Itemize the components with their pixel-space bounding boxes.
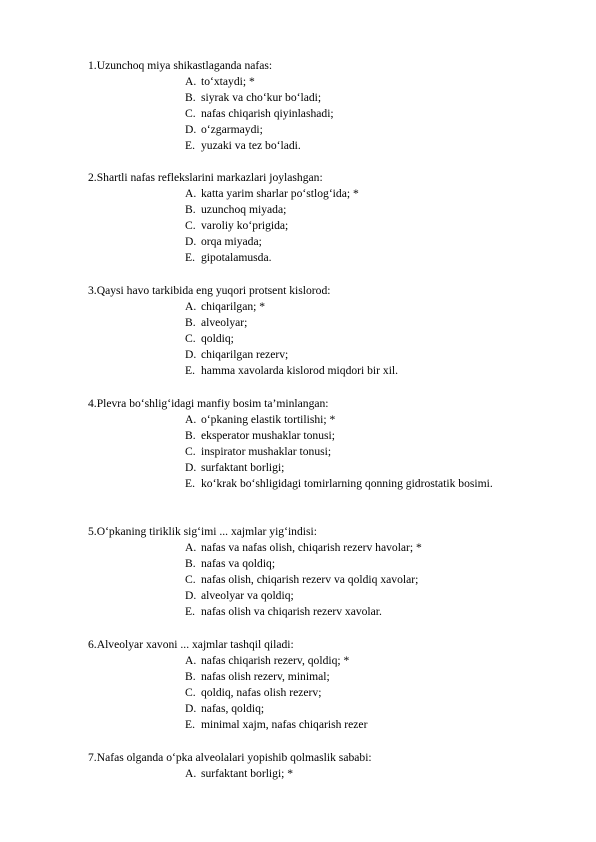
- option-a: [88, 766, 568, 782]
- option-text: ko‘krak bo‘shligidagi tomirlarning qonning gidrostatik bosimi.: [201, 477, 493, 490]
- option-b: [88, 315, 568, 331]
- option-text: yuzaki va tez bo‘ladi.: [201, 139, 301, 152]
- question-7: [88, 750, 568, 782]
- option-e: [88, 476, 568, 492]
- option-text: o‘zgarmaydi;: [201, 123, 263, 136]
- option-text: katta yarim sharlar po‘stlog‘ida; *: [201, 187, 359, 200]
- option-text: nafas chiqarish rezerv, qoldiq; *: [201, 654, 350, 667]
- question-text: 6.Alveolyar xavoni ... xajmlar tashqil qiladi:: [88, 638, 294, 651]
- option-text: siyrak va cho‘kur bo‘ladi;: [201, 91, 322, 104]
- option-text: nafas olish, chiqarish rezerv va qoldiq xavolar;: [201, 573, 419, 586]
- option-e: [88, 717, 568, 733]
- option-c: [88, 572, 568, 588]
- option-letter: D.: [185, 702, 197, 715]
- option-c: [88, 106, 568, 122]
- option-d: [88, 347, 568, 363]
- option-a: [88, 186, 568, 202]
- option-letter: B.: [185, 316, 196, 329]
- option-b: [88, 556, 568, 572]
- option-b: [88, 202, 568, 218]
- option-letter: E.: [185, 139, 195, 152]
- option-letter: D.: [185, 589, 197, 602]
- option-text: uzunchoq miyada;: [201, 203, 287, 216]
- option-a: [88, 74, 568, 90]
- option-text: nafas olish va chiqarish rezerv xavolar.: [201, 605, 382, 618]
- option-text: nafas chiqarish qiyinlashadi;: [201, 107, 334, 120]
- option-text: gipotalamusda.: [201, 251, 272, 264]
- option-text: o‘pkaning elastik tortilishi; *: [201, 413, 336, 426]
- option-e: [88, 250, 568, 266]
- option-text: varoliy ko‘prigida;: [201, 219, 289, 232]
- option-text: qoldiq;: [201, 332, 234, 345]
- option-letter: E.: [185, 718, 195, 731]
- option-a: [88, 540, 568, 556]
- option-letter: D.: [185, 123, 197, 136]
- option-letter: C.: [185, 686, 196, 699]
- option-d: [88, 701, 568, 717]
- option-letter: C.: [185, 445, 196, 458]
- option-text: nafas olish rezerv, minimal;: [201, 670, 330, 683]
- option-letter: B.: [185, 203, 196, 216]
- option-text: to‘xtaydi; *: [201, 75, 255, 88]
- option-letter: A.: [185, 75, 197, 88]
- question-text: 5.O‘pkaning tiriklik sig‘imi ... xajmlar yig‘indisi:: [88, 525, 317, 538]
- option-text: qoldiq, nafas olish rezerv;: [201, 686, 322, 699]
- option-c: [88, 218, 568, 234]
- option-a: [88, 412, 568, 428]
- option-text: hamma xavolarda kislorod miqdori bir xil.: [201, 364, 399, 377]
- option-letter: A.: [185, 541, 197, 554]
- option-letter: C.: [185, 573, 196, 586]
- option-c: [88, 685, 568, 701]
- option-letter: A.: [185, 767, 197, 780]
- option-letter: A.: [185, 300, 197, 313]
- question-1: [88, 58, 568, 154]
- question-3: [88, 283, 568, 379]
- option-text: minimal xajm, nafas chiqarish rezer: [201, 718, 368, 731]
- option-d: [88, 234, 568, 250]
- question-4: [88, 396, 568, 492]
- option-letter: E.: [185, 605, 195, 618]
- question-text: 1.Uzunchoq miya shikastlaganda nafas:: [88, 59, 273, 72]
- option-b: [88, 428, 568, 444]
- option-e: [88, 604, 568, 620]
- option-text: chiqarilgan; *: [201, 300, 266, 313]
- option-text: chiqarilgan rezerv;: [201, 348, 289, 361]
- option-e: [88, 363, 568, 379]
- option-letter: B.: [185, 91, 196, 104]
- option-letter: A.: [185, 413, 197, 426]
- option-letter: C.: [185, 219, 196, 232]
- question-6: [88, 637, 568, 733]
- option-c: [88, 331, 568, 347]
- option-b: [88, 90, 568, 106]
- option-c: [88, 444, 568, 460]
- option-letter: D.: [185, 348, 197, 361]
- option-text: alveolyar;: [201, 316, 248, 329]
- option-letter: E.: [185, 477, 195, 490]
- option-text: eksperator mushaklar tonusi;: [201, 429, 335, 442]
- option-text: orqa miyada;: [201, 235, 262, 248]
- option-text: nafas, qoldiq;: [201, 702, 265, 715]
- question-text: 7.Nafas olganda o‘pka alveolalari yopishib qolmaslik sababi:: [88, 751, 372, 764]
- option-a: [88, 653, 568, 669]
- option-text: surfaktant borligi;: [201, 461, 285, 474]
- question-2: [88, 170, 568, 266]
- option-text: nafas va qoldiq;: [201, 557, 276, 570]
- question-text: 4.Plevra bo‘shlig‘idagi manfiy bosim ta’minlangan:: [88, 397, 329, 410]
- option-letter: C.: [185, 107, 196, 120]
- option-d: [88, 122, 568, 138]
- option-letter: E.: [185, 251, 195, 264]
- option-letter: B.: [185, 670, 196, 683]
- option-d: [88, 588, 568, 604]
- option-letter: A.: [185, 187, 197, 200]
- option-text: surfaktant borligi; *: [201, 767, 294, 780]
- option-letter: B.: [185, 557, 196, 570]
- option-d: [88, 460, 568, 476]
- option-e: [88, 138, 568, 154]
- option-text: alveolyar va qoldiq;: [201, 589, 294, 602]
- option-letter: D.: [185, 461, 197, 474]
- option-letter: C.: [185, 332, 196, 345]
- option-text: nafas va nafas olish, chiqarish rezerv havolar; *: [201, 541, 422, 554]
- option-letter: B.: [185, 429, 196, 442]
- question-text: 3.Qaysi havo tarkibida eng yuqori protsent kislorod:: [88, 284, 331, 297]
- question-5: [88, 524, 568, 620]
- question-text: 2.Shartli nafas reflekslarini markazlari joylashgan:: [88, 171, 323, 184]
- option-letter: D.: [185, 235, 197, 248]
- option-letter: E.: [185, 364, 195, 377]
- option-a: [88, 299, 568, 315]
- option-text: inspirator mushaklar tonusi;: [201, 445, 332, 458]
- option-b: [88, 669, 568, 685]
- option-letter: A.: [185, 654, 197, 667]
